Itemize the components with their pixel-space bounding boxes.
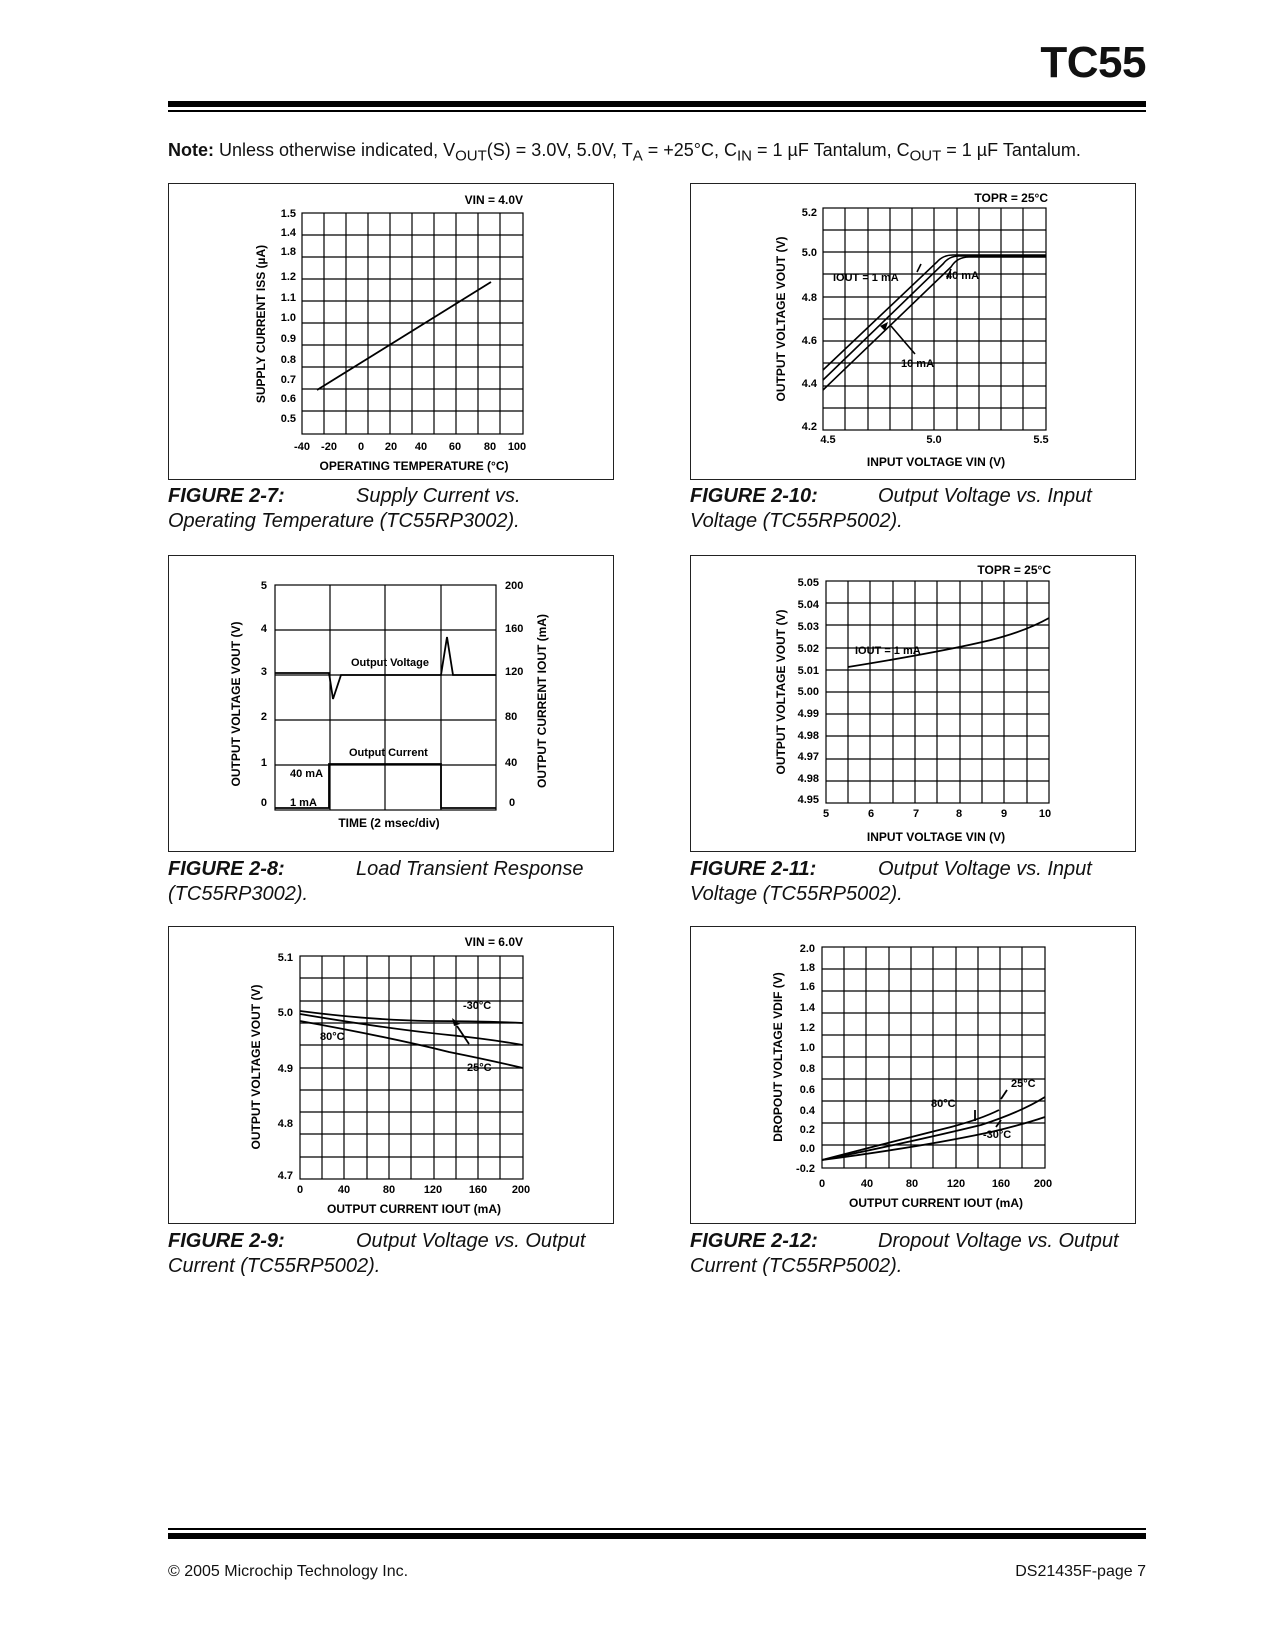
note-text-5: = 1 µF Tantalum. [941, 140, 1081, 160]
y-tick: 1 [260, 757, 267, 769]
x-tick: 40 [860, 1178, 874, 1190]
note-text-1: Unless otherwise indicated, V [214, 140, 456, 160]
figure-number: FIGURE 2-11: [690, 858, 817, 880]
caption-line-1: Output Voltage vs. Input [878, 485, 1092, 507]
y-tick: 4.4 [801, 378, 817, 390]
figure-2-10-svg [691, 184, 1137, 481]
trace-label: Output Voltage [351, 657, 430, 669]
chart-annotation: VIN = 4.0V [464, 193, 523, 207]
note-text-4: = 1 µF Tantalum, C [752, 140, 910, 160]
y-tick: 5.01 [797, 665, 819, 677]
y2-axis-label: OUTPUT CURRENT IOUT (mA) [535, 614, 549, 788]
note-text-3: = +25°C, C [642, 140, 737, 160]
curve-label: 10 mA [901, 358, 935, 370]
x-tick: -40 [294, 441, 310, 453]
y-tick: 4 [260, 623, 267, 635]
figure-number: FIGURE 2-10: [690, 485, 818, 507]
y-tick: 1.2 [799, 1022, 815, 1034]
x-tick: 100 [507, 441, 527, 453]
y-tick: 5.03 [797, 621, 819, 633]
y-tick: 4.99 [797, 708, 819, 720]
x-tick: 0 [818, 1178, 826, 1190]
figure-2-11-caption [690, 857, 1092, 907]
trace-label: Output Current [349, 747, 428, 759]
y-tick: 0.5 [280, 413, 296, 425]
y-tick: 0.8 [280, 354, 296, 366]
y-tick: 4.98 [797, 730, 819, 742]
y-tick: 0.7 [280, 374, 296, 386]
x-axis-label: INPUT VOLTAGE VIN (V) [866, 455, 1006, 469]
y-tick: 1.0 [280, 312, 296, 324]
y-tick: 1.1 [280, 292, 296, 304]
header-rule-thin [168, 110, 1146, 112]
figure-number: FIGURE 2-9: [168, 1230, 285, 1252]
y-axis-label: OUTPUT VOLTAGE VOUT (V) [774, 609, 788, 775]
caption-line-2: Current (TC55RP5002). [690, 1255, 903, 1277]
figure-2-11-chart [690, 555, 1136, 852]
x-tick: 160 [991, 1178, 1011, 1190]
figure-2-12-svg [691, 927, 1137, 1225]
x-tick: 200 [511, 1184, 531, 1196]
y-tick: 4.97 [797, 751, 819, 763]
note-sub-3: IN [737, 147, 752, 165]
note-text-2: (S) = 3.0V, 5.0V, T [486, 140, 633, 160]
chart-annotation: TOPR = 25°C [974, 191, 1048, 205]
y-tick: 5.00 [797, 686, 819, 698]
figure-number: FIGURE 2-7: [168, 485, 285, 507]
figure-2-10-caption [690, 484, 1092, 534]
y-tick: 3 [260, 666, 267, 678]
note-sub-1: OUT [455, 147, 487, 165]
y-tick: 5.2 [801, 207, 817, 219]
curve-label: -30°C [463, 1000, 492, 1012]
y-tick: 1.4 [799, 1002, 815, 1014]
figure-2-8-caption [168, 857, 584, 907]
x-axis-label: OUTPUT CURRENT IOUT (mA) [327, 1202, 501, 1216]
y-tick: 0.0 [799, 1143, 815, 1155]
y2-tick: 200 [505, 580, 524, 592]
trace-label: 40 mA [290, 768, 324, 780]
y-tick: 2.0 [799, 943, 815, 955]
y-tick: 4.8 [801, 292, 817, 304]
figure-2-8-chart [168, 555, 614, 852]
figure-2-10-chart [690, 183, 1136, 480]
x-axis-label: INPUT VOLTAGE VIN (V) [866, 830, 1006, 844]
x-tick: 5.0 [926, 434, 942, 446]
y-tick: -0.2 [796, 1163, 815, 1175]
y-tick: 0.6 [799, 1084, 815, 1096]
curve-label: IOUT = 1 mA [833, 272, 899, 284]
y-tick: 1.6 [799, 981, 815, 993]
y2-tick: 0 [509, 797, 516, 809]
y-tick: 4.8 [277, 1118, 293, 1130]
curve-label: 80°C [931, 1098, 956, 1110]
figure-2-9-caption [168, 1229, 585, 1279]
x-tick: 5.5 [1033, 434, 1049, 446]
x-tick: -20 [321, 441, 337, 453]
note-sub-2: A [632, 147, 643, 165]
y-tick: 4.98 [797, 773, 819, 785]
page-title: TC55 [1040, 38, 1146, 87]
curve-label: -30°C [983, 1129, 1012, 1141]
y-tick: 0.8 [799, 1063, 815, 1075]
note-label: Note: [168, 140, 214, 160]
x-tick: 40 [337, 1184, 351, 1196]
x-tick: 6 [867, 808, 875, 820]
y-tick: 2 [260, 711, 267, 723]
footer-page-number: DS21435F-page 7 [1015, 1563, 1146, 1580]
y2-tick: 160 [505, 623, 524, 635]
figure-2-12-chart [690, 926, 1136, 1224]
figure-number: FIGURE 2-8: [168, 858, 285, 880]
caption-line-2: (TC55RP3002). [168, 883, 309, 905]
y-tick: 1.4 [280, 227, 296, 239]
y-tick: 1.8 [280, 246, 296, 258]
y-tick: 1.0 [799, 1042, 815, 1054]
x-tick: 160 [468, 1184, 488, 1196]
caption-line-1: Output Voltage vs. Output [356, 1230, 586, 1252]
figure-2-9-chart [168, 926, 614, 1224]
y-tick: 4.2 [801, 421, 817, 433]
caption-line-2: Operating Temperature (TC55RP3002). [168, 510, 520, 532]
y-tick: 0.4 [799, 1105, 815, 1117]
y-axis-label: SUPPLY CURRENT ISS (µA) [254, 244, 268, 404]
chart-annotation: VIN = 6.0V [464, 935, 523, 949]
y-tick: 1.8 [799, 962, 815, 974]
x-tick: 7 [912, 808, 920, 820]
y-tick: 5.02 [797, 643, 819, 655]
curve-label: 40 mA [946, 270, 980, 282]
x-axis-label: OUTPUT CURRENT IOUT (mA) [849, 1196, 1023, 1210]
y-tick: 1.5 [280, 208, 296, 220]
figure-2-7-svg [169, 184, 615, 481]
y-tick: 0 [260, 797, 267, 809]
chart-annotation: TOPR = 25°C [977, 563, 1051, 577]
x-tick: 4.5 [820, 434, 836, 446]
x-tick: 20 [384, 441, 398, 453]
figure-2-7-caption [168, 484, 521, 534]
x-tick: 8 [955, 808, 963, 820]
x-tick: 200 [1033, 1178, 1053, 1190]
curve-label: 25°C [1011, 1078, 1036, 1090]
x-tick: 120 [423, 1184, 443, 1196]
x-tick: 80 [905, 1178, 919, 1190]
x-tick: 80 [382, 1184, 396, 1196]
curve-label: 25°C [467, 1062, 492, 1074]
caption-line-2: Voltage (TC55RP5002). [690, 510, 903, 532]
caption-line-1: Dropout Voltage vs. Output [878, 1230, 1119, 1252]
caption-line-1: Supply Current vs. [356, 485, 521, 507]
x-tick: 5 [822, 808, 830, 820]
x-tick: 0 [357, 441, 365, 453]
curve-label: 80°C [320, 1031, 345, 1043]
y-tick: 0.2 [799, 1124, 815, 1136]
y-axis-label: OUTPUT VOLTAGE VOUT (V) [774, 236, 788, 402]
y-tick: 0.9 [280, 333, 296, 345]
figure-number: FIGURE 2-12: [690, 1230, 818, 1252]
y-tick: 4.7 [277, 1170, 293, 1182]
x-tick: 80 [483, 441, 497, 453]
y-tick: 4.95 [797, 794, 819, 806]
y-tick: 5.04 [797, 599, 819, 611]
note-sub-4: OUT [909, 147, 942, 165]
x-tick: 10 [1038, 808, 1052, 820]
x-tick: 60 [448, 441, 462, 453]
figure-2-9-svg [169, 927, 615, 1225]
header-rule-thick [168, 101, 1146, 107]
figure-2-8-svg [169, 556, 615, 853]
x-tick: 120 [946, 1178, 966, 1190]
y2-tick: 40 [505, 757, 518, 769]
x-axis-label: OPERATING TEMPERATURE (°C) [319, 459, 509, 473]
supply-current-line [317, 282, 491, 390]
trace-label: 1 mA [290, 797, 317, 809]
y-axis-label: OUTPUT VOLTAGE VOUT (V) [249, 984, 263, 1150]
footer-rule-thick [168, 1533, 1146, 1539]
y-tick: 0.6 [280, 393, 296, 405]
caption-line-2: Current (TC55RP5002). [168, 1255, 381, 1277]
x-axis-label: TIME (2 msec/div) [338, 816, 440, 830]
figure-2-12-caption [690, 1229, 1119, 1279]
y2-tick: 120 [505, 666, 524, 678]
note-line [168, 140, 1081, 165]
footer-copyright: © 2005 Microchip Technology Inc. [168, 1563, 409, 1580]
y-axis-label: DROPOUT VOLTAGE VDIF (V) [771, 972, 785, 1142]
y-axis-label: OUTPUT VOLTAGE VOUT (V) [229, 621, 243, 787]
caption-line-1: Output Voltage vs. Input [878, 858, 1092, 880]
y-tick: 5.0 [801, 247, 817, 259]
curve-label: IOUT = 1 mA [855, 645, 921, 657]
y2-tick: 80 [505, 711, 518, 723]
caption-line-1: Load Transient Response [356, 858, 584, 880]
y-tick: 5.1 [277, 952, 293, 964]
y-tick: 1.2 [280, 271, 296, 283]
y-tick: 4.6 [801, 335, 817, 347]
x-tick: 40 [414, 441, 428, 453]
footer-rule-thin [168, 1528, 1146, 1530]
x-tick: 0 [296, 1184, 304, 1196]
x-tick: 9 [1000, 808, 1008, 820]
y-tick: 5 [260, 580, 267, 592]
y-tick: 5.05 [797, 577, 819, 589]
caption-line-2: Voltage (TC55RP5002). [690, 883, 903, 905]
figure-2-7-chart [168, 183, 614, 480]
y-tick: 5.0 [277, 1007, 293, 1019]
y-tick: 4.9 [277, 1063, 293, 1075]
figure-2-11-svg [691, 556, 1137, 853]
